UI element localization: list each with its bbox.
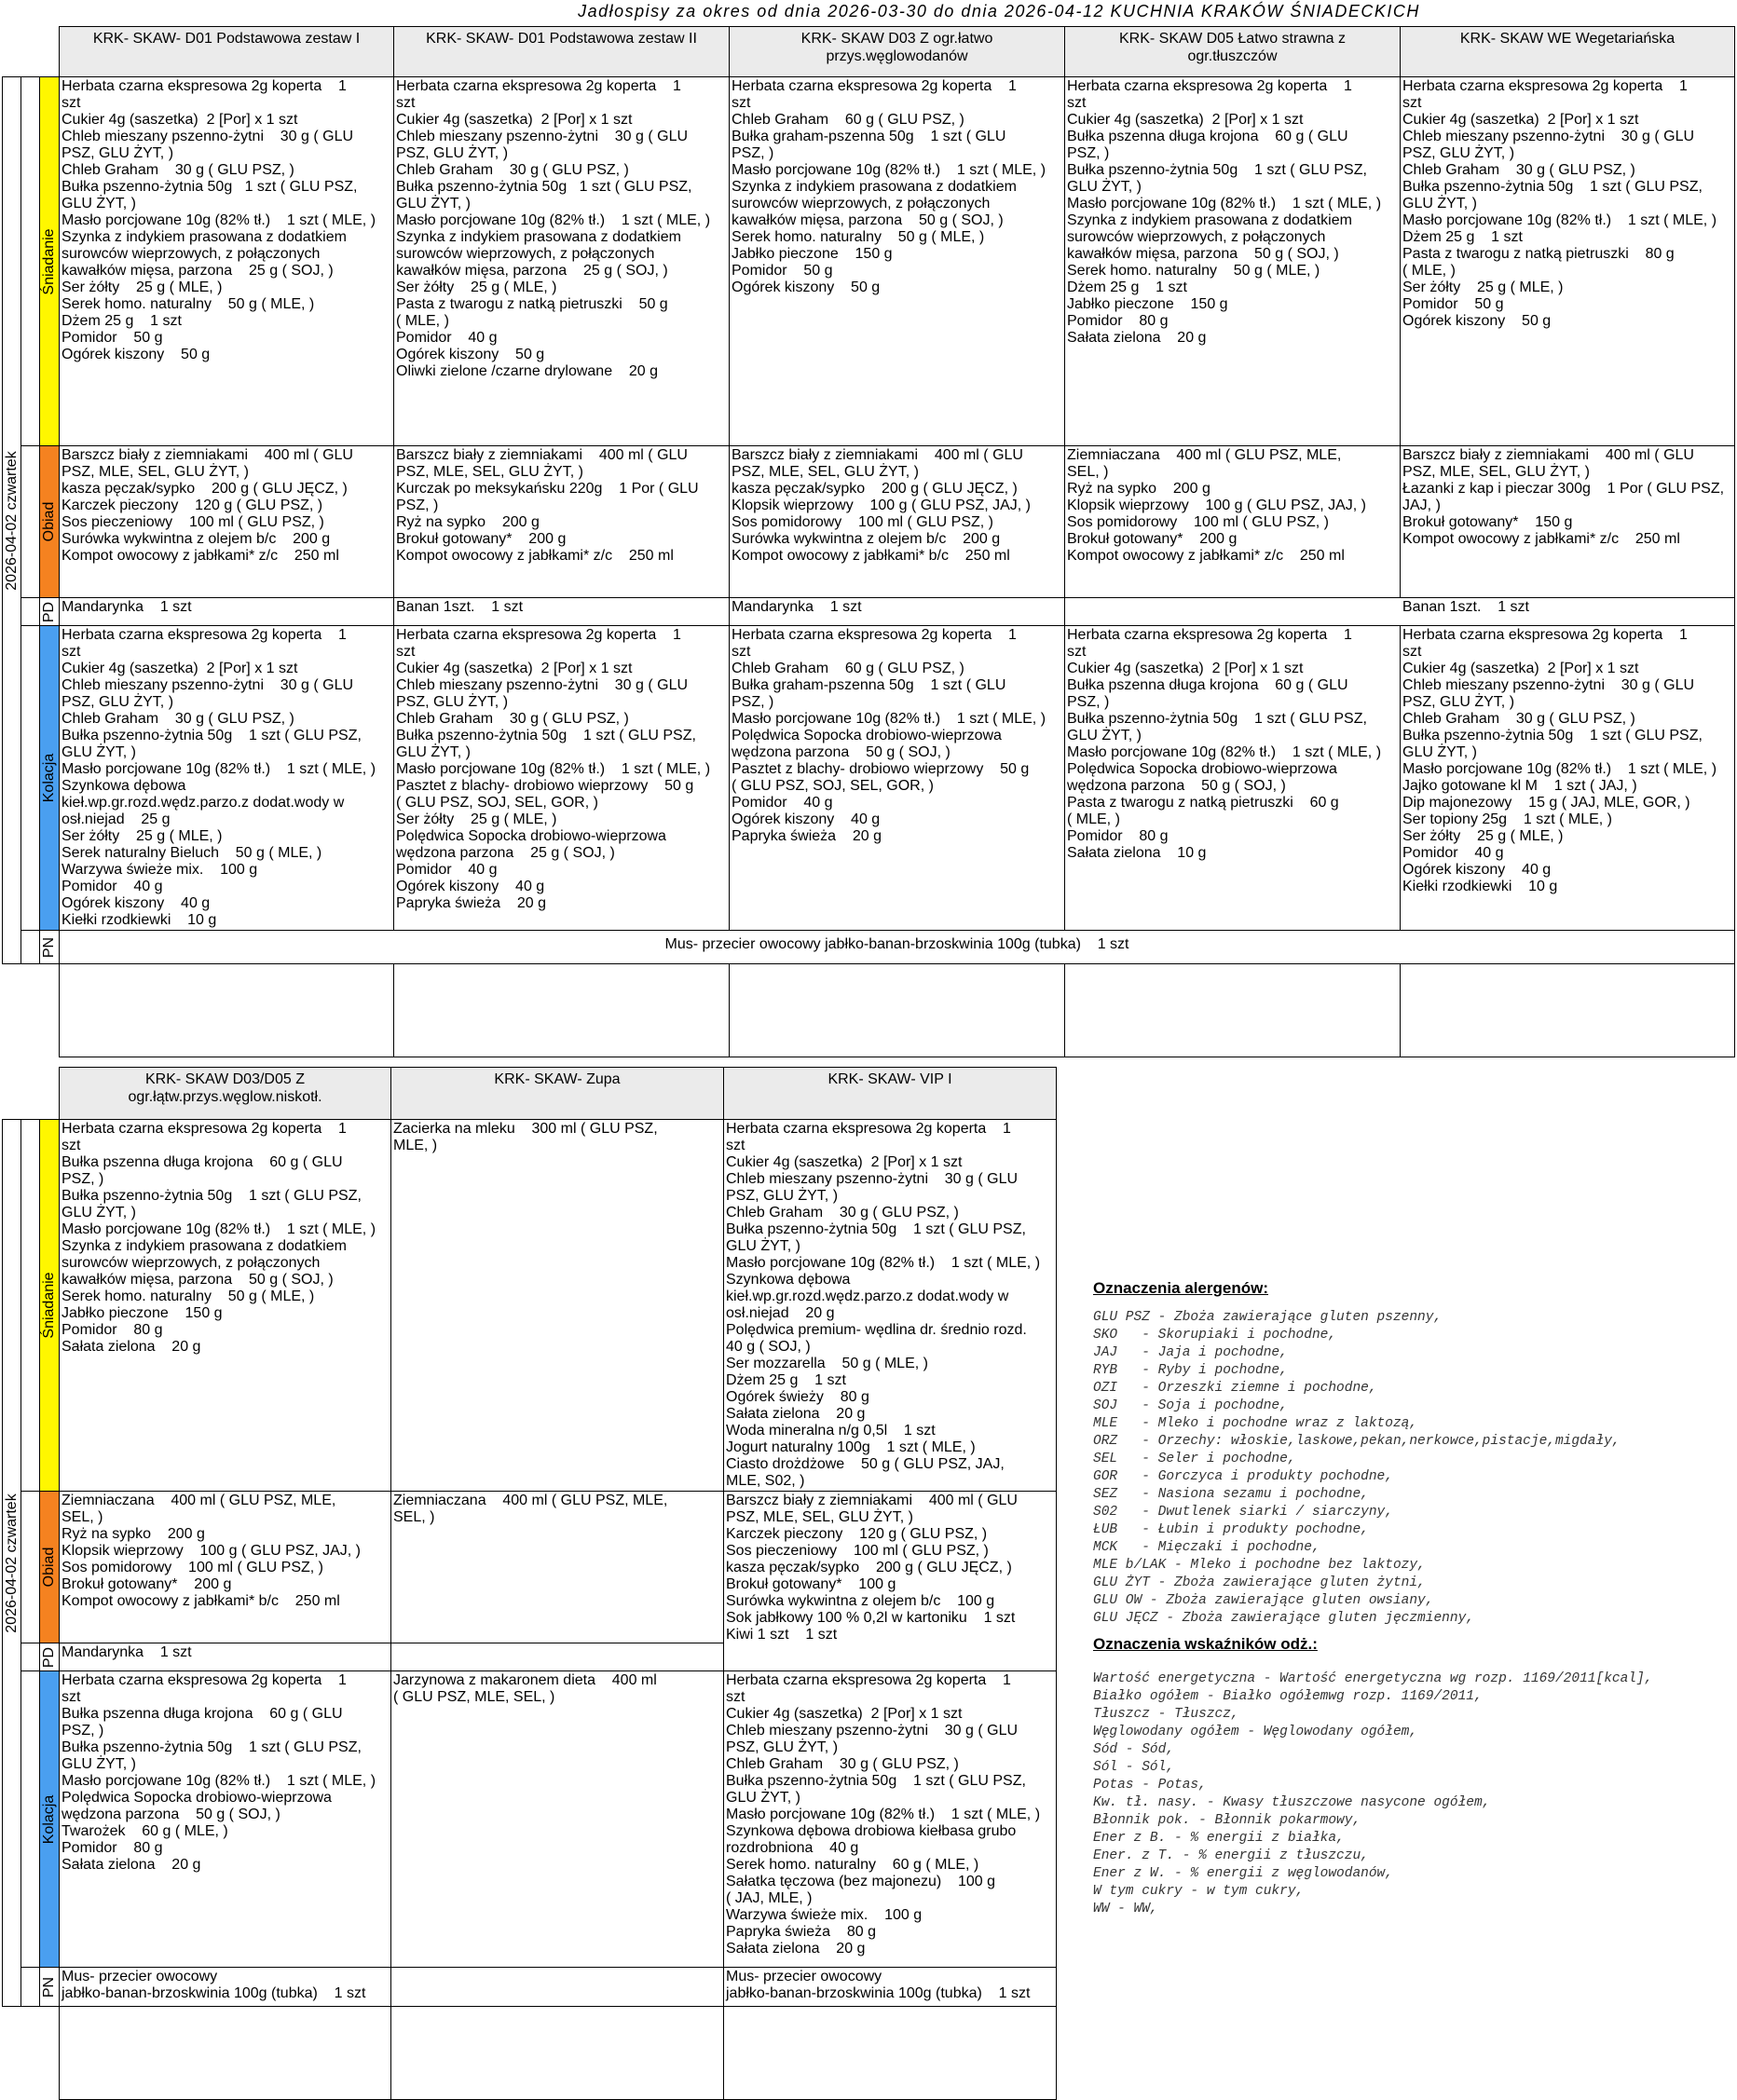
menu-table-2 [2,1067,1057,2100]
meal-label-pd: PD [40,598,60,626]
column-header: KRK- SKAW WE Wegetariańska [1401,27,1735,77]
column-header: KRK- SKAW- Zupa [391,1068,724,1120]
meal-cell: Ziemniaczana 400 ml ( GLU PSZ, MLE, SEL, ) Ryż na sypko 200 g Klopsik wieprzowy 100 g ( GLU PSZ, JAJ, ) Sos pomidorowy 100 ml ( GLU PSZ, ) Brokuł gotowany* 200 g Kompot owocowy z jabłkami* z/c 250 ml [1065,446,1401,598]
nutrition-summary [1401,964,1735,1057]
column-header: KRK- SKAW- D01 Podstawowa zestaw I [60,27,394,77]
meal-cell: Herbata czarna ekspresowa 2g koperta 1 szt Cukier 4g (saszetka) 2 [Por] x 1 szt Chleb mieszany pszenno-żytni 30 g ( GLU PSZ, GLU ŻYT, ) Chleb Graham 30 g ( GLU PSZ, ) Bułka pszenno-żytnia 50g 1 szt ( GLU PSZ, GLU ŻYT, ) Masło porcjowane 10g (82% tł.) 1 szt ( MLE, ) Szynkowa dębowa kieł.wp.gr.rozd.wędz.parzo.z dodat.wody w osł.niejad 20 g Polędwica premium- wędlina dr. średnio rozd. 40 g ( SOJ, ) Ser mozzarella 50 g ( MLE, ) Dżem 25 g 1 szt Ogórek świeży 80 g Sałata zielona 20 g Woda mineralna n/g 0,5l 1 szt Jogurt naturalny 100g 1 szt ( MLE, ) Ciasto drożdżowe 50 g ( GLU PSZ, JAJ, MLE, S02, ) [724,1120,1057,1492]
meal-cell: Herbata czarna ekspresowa 2g koperta 1 szt Cukier 4g (saszetka) 2 [Por] x 1 szt Chleb mieszany pszenno-żytni 30 g ( GLU PSZ, GLU ŻYT, ) Chleb Graham 30 g ( GLU PSZ, ) Bułka pszenno-żytnia 50g 1 szt ( GLU PSZ, GLU ŻYT, ) Masło porcjowane 10g (82% tł.) 1 szt ( MLE, ) Dżem 25 g 1 szt Pasta z twarogu z natką pietruszki 80 g ( MLE, ) Ser żółty 25 g ( MLE, ) Pomidor 50 g Ogórek kiszony 50 g [1401,77,1735,446]
column-header: KRK- SKAW- D01 Podstawowa zestaw II [394,27,730,77]
column-header: KRK- SKAW- VIP I [724,1068,1057,1120]
meal-cell: Mandarynka 1 szt [730,598,1065,626]
nutrition-summary [724,2007,1057,2100]
menu-table-1 [2,26,1735,1057]
nutrition-summary [60,964,394,1057]
meal-label-sniadanie: Śniadanie [40,1120,60,1492]
meal-cell: Herbata czarna ekspresowa 2g koperta 1 szt Cukier 4g (saszetka) 2 [Por] x 1 szt Bułka pszenna długa krojona 60 g ( GLU PSZ, ) Bułka pszenno-żytnia 50g 1 szt ( GLU PSZ, GLU ŻYT, ) Masło porcjowane 10g (82% tł.) 1 szt ( MLE, ) Polędwica Sopocka drobiowo-wieprzowa wędzona parzona 50 g ( SOJ, ) Pasta z twarogu z natką pietruszki 60 g ( MLE, ) Pomidor 80 g Sałata zielona 10 g [1065,626,1401,931]
meal-cell: Herbata czarna ekspresowa 2g koperta 1 szt Cukier 4g (saszetka) 2 [Por] x 1 szt Chleb mieszany pszenno-żytni 30 g ( GLU PSZ, GLU ŻYT, ) Chleb Graham 30 g ( GLU PSZ, ) Bułka pszenno-żytnia 50g 1 szt ( GLU PSZ, GLU ŻYT, ) Masło porcjowane 10g (82% tł.) 1 szt ( MLE, ) Szynka z indykiem prasowana z dodatkiem surowców wieprzowych, z połączonych kawałków mięsa, parzona 25 g ( SOJ, ) Ser żółty 25 g ( MLE, ) Serek homo. naturalny 50 g ( MLE, ) Dżem 25 g 1 szt Pomidor 50 g Ogórek kiszony 50 g [60,77,394,446]
meal-cell: Barszcz biały z ziemniakami 400 ml ( GLU PSZ, MLE, SEL, GLU ŻYT, ) Kurczak po meksykańsku 220g 1 Por ( GLU PSZ, ) Ryż na sypko 200 g Brokuł gotowany* 200 g Kompot owocowy z jabłkami* z/c 250 ml [394,446,730,598]
meal-label-pd: PD [40,1643,60,1671]
legend [1093,1279,1727,1918]
column-header: KRK- SKAW D03 Z ogr.łatwo przys.węglowodanów [730,27,1065,77]
meal-cell: Mus- przecier owocowy jabłko-banan-brzoskwinia 100g (tubka) 1 szt [60,1968,391,2007]
meal-cell: Herbata czarna ekspresowa 2g koperta 1 szt Cukier 4g (saszetka) 2 [Por] x 1 szt Chleb mieszany pszenno-żytni 30 g ( GLU PSZ, GLU ŻYT, ) Chleb Graham 30 g ( GLU PSZ, ) Bułka pszenno-żytnia 50g 1 szt ( GLU PSZ, GLU ŻYT, ) Masło porcjowane 10g (82% tł.) 1 szt ( MLE, ) Pasztet z blachy- drobiowo wieprzowy 50 g ( GLU PSZ, SOJ, SEL, GOR, ) Ser żółty 25 g ( MLE, ) Polędwica Sopocka drobiowo-wieprzowa wędzona parzona 25 g ( SOJ, ) Pomidor 40 g Ogórek kiszony 40 g Papryka świeża 20 g [394,626,730,931]
meal-cell [391,1968,724,2007]
meal-cell: Banan 1szt. 1 szt [1065,598,1735,626]
meal-label-pn: PN [40,931,60,964]
nutrition-summary [730,964,1065,1057]
nutrition-summary [394,964,730,1057]
meal-cell: Mandarynka 1 szt [60,1643,391,1671]
allergens-title: Oznaczenia alergenów: [1093,1279,1268,1297]
day-label: 2026-04-02 czwartek [3,1120,21,2007]
meal-cell: Herbata czarna ekspresowa 2g koperta 1 szt Cukier 4g (saszetka) 2 [Por] x 1 szt Chleb mieszany pszenno-żytni 30 g ( GLU PSZ, GLU ŻYT, ) Chleb Graham 30 g ( GLU PSZ, ) Bułka pszenno-żytnia 50g 1 szt ( GLU PSZ, GLU ŻYT, ) Masło porcjowane 10g (82% tł.) 1 szt ( MLE, ) Szynkowa dębowa kieł.wp.gr.rozd.wędz.parzo.z dodat.wody w osł.niejad 25 g Ser żółty 25 g ( MLE, ) Serek naturalny Bieluch 50 g ( MLE, ) Warzywa świeże mix. 100 g Pomidor 40 g Ogórek kiszony 40 g Kiełki rzodkiewki 10 g [60,626,394,931]
meal-cell [391,1643,724,1671]
meal-cell: Mandarynka 1 szt [60,598,394,626]
column-header: KRK- SKAW D03/D05 Z ogr.łątw.przys.węglow.niskotł. [60,1068,391,1120]
meal-cell: Herbata czarna ekspresowa 2g koperta 1 szt Cukier 4g (saszetka) 2 [Por] x 1 szt Chleb mieszany pszenno-żytni 30 g ( GLU PSZ, GLU ŻYT, ) Chleb Graham 30 g ( GLU PSZ, ) Bułka pszenno-żytnia 50g 1 szt ( GLU PSZ, GLU ŻYT, ) Masło porcjowane 10g (82% tł.) 1 szt ( MLE, ) Szynkowa dębowa drobiowa kiełbasa grubo rozdrobniona 40 g Serek homo. naturalny 60 g ( MLE, ) Sałatka tęczowa (bez majonezu) 100 g ( JAJ, MLE, ) Warzywa świeże mix. 100 g Papryka świeża 80 g Sałata zielona 20 g [724,1671,1057,1968]
meal-cell: Banan 1szt. 1 szt [394,598,730,626]
meal-label-obiad: Obiad [40,446,60,598]
meal-label-kolacja: Kolacja [40,626,60,931]
meal-cell: Herbata czarna ekspresowa 2g koperta 1 szt Cukier 4g (saszetka) 2 [Por] x 1 szt Bułka pszenna długa krojona 60 g ( GLU PSZ, ) Bułka pszenno-żytnia 50g 1 szt ( GLU PSZ, GLU ŻYT, ) Masło porcjowane 10g (82% tł.) 1 szt ( MLE, ) Szynka z indykiem prasowana z dodatkiem surowców wieprzowych, z połączonych kawałków mięsa, parzona 50 g ( SOJ, ) Serek homo. naturalny 50 g ( MLE, ) Dżem 25 g 1 szt Jabłko pieczone 150 g Pomidor 80 g Sałata zielona 20 g [1065,77,1401,446]
meal-cell: Zacierka na mleku 300 ml ( GLU PSZ, MLE, ) [391,1120,724,1492]
meal-cell: Herbata czarna ekspresowa 2g koperta 1 szt Cukier 4g (saszetka) 2 [Por] x 1 szt Chleb mieszany pszenno-żytni 30 g ( GLU PSZ, GLU ŻYT, ) Chleb Graham 30 g ( GLU PSZ, ) Bułka pszenno-żytnia 50g 1 szt ( GLU PSZ, GLU ŻYT, ) Masło porcjowane 10g (82% tł.) 1 szt ( MLE, ) Szynka z indykiem prasowana z dodatkiem surowców wieprzowych, z połączonych kawałków mięsa, parzona 25 g ( SOJ, ) Ser żółty 25 g ( MLE, ) Pasta z twarogu z natką pietruszki 50 g ( MLE, ) Pomidor 40 g Ogórek kiszony 50 g Oliwki zielone /czarne drylowane 20 g [394,77,730,446]
meal-cell: Herbata czarna ekspresowa 2g koperta 1 szt Bułka pszenna długa krojona 60 g ( GLU PSZ, ) Bułka pszenno-żytnia 50g 1 szt ( GLU PSZ, GLU ŻYT, ) Masło porcjowane 10g (82% tł.) 1 szt ( MLE, ) Szynka z indykiem prasowana z dodatkiem surowców wieprzowych, z połączonych kawałków mięsa, parzona 50 g ( SOJ, ) Serek homo. naturalny 50 g ( MLE, ) Jabłko pieczone 150 g Pomidor 80 g Sałata zielona 20 g [60,1120,391,1492]
indicators-title: Oznaczenia wskaźników odż.: [1093,1635,1318,1653]
meal-cell: Herbata czarna ekspresowa 2g koperta 1 szt Bułka pszenna długa krojona 60 g ( GLU PSZ, ) Bułka pszenno-żytnia 50g 1 szt ( GLU PSZ, GLU ŻYT, ) Masło porcjowane 10g (82% tł.) 1 szt ( MLE, ) Polędwica Sopocka drobiowo-wieprzowa wędzona parzona 50 g ( SOJ, ) Twarożek 60 g ( MLE, ) Pomidor 80 g Sałata zielona 20 g [60,1671,391,1968]
nutrition-summary [60,2007,391,2100]
meal-label-obiad: Obiad [40,1492,60,1643]
meal-cell: Ziemniaczana 400 ml ( GLU PSZ, MLE, SEL, ) Ryż na sypko 200 g Klopsik wieprzowy 100 g ( GLU PSZ, JAJ, ) Sos pomidorowy 100 ml ( GLU PSZ, ) Brokuł gotowany* 200 g Kompot owocowy z jabłkami* b/c 250 ml [60,1492,391,1643]
meal-cell: Jarzynowa z makaronem dieta 400 ml ( GLU PSZ, MLE, SEL, ) [391,1671,724,1968]
meal-cell: Mus- przecier owocowy jabłko-banan-brzoskwinia 100g (tubka) 1 szt [60,931,1735,964]
column-header: KRK- SKAW D05 Łatwo strawna z ogr.tłuszczów [1065,27,1401,77]
meal-cell: Mus- przecier owocowy jabłko-banan-brzoskwinia 100g (tubka) 1 szt [724,1968,1057,2007]
meal-cell: Barszcz biały z ziemniakami 400 ml ( GLU PSZ, MLE, SEL, GLU ŻYT, ) kasza pęczak/sypko 200 g ( GLU JĘCZ, ) Klopsik wieprzowy 100 g ( GLU PSZ, JAJ, ) Sos pomidorowy 100 ml ( GLU PSZ, ) Surówka wykwintna z olejem b/c 200 g Kompot owocowy z jabłkami* b/c 250 ml [730,446,1065,598]
meal-label-sniadanie: Śniadanie [40,77,60,446]
page-title: Jadłospisy za okres od dnia 2026-03-30 do dnia 2026-04-12 KUCHNIA KRAKÓW ŚNIADECKICH [578,2,1420,20]
meal-cell: Barszcz biały z ziemniakami 400 ml ( GLU PSZ, MLE, SEL, GLU ŻYT, ) Łazanki z kap i pieczar 300g 1 Por ( GLU PSZ, JAJ, ) Brokuł gotowany* 150 g Kompot owocowy z jabłkami* z/c 250 ml [1401,446,1735,598]
indicators-list: Wartość energetyczna - Wartość energetyczna wg rozp. 1169/2011[kcal], Białko ogółem - Białko ogółemwg rozp. 1169/2011, Tłuszcz - Tłuszcz, Węglowodany ogółem - Węglowodany ogółem, Sód - Sód, Sól - Sól, Potas - Potas, Kw. tł. nasy. - Kwasy tłuszczowe nasycone ogółem, Błonnik pok. - Błonnik pokarmowy, Ener z B. - % energii z białka, Ener. z T. - % energii z tłuszczu, Ener z W. - % energii z węglowodanów, W tym cukry - w tym cukry, WW - WW, [1093,1671,1653,1916]
meal-label-kolacja: Kolacja [40,1671,60,1968]
meal-cell: Barszcz biały z ziemniakami 400 ml ( GLU PSZ, MLE, SEL, GLU ŻYT, ) Karczek pieczony 120 g ( GLU PSZ, ) Sos pieczeniowy 100 ml ( GLU PSZ, ) kasza pęczak/sypko 200 g ( GLU JĘCZ, ) Brokuł gotowany* 100 g Surówka wykwintna z olejem b/c 100 g Sok jabłkowy 100 % 0,2l w kartoniku 1 szt Kiwi 1 szt 1 szt [724,1492,1057,1671]
meal-cell: Herbata czarna ekspresowa 2g koperta 1 szt Cukier 4g (saszetka) 2 [Por] x 1 szt Chleb mieszany pszenno-żytni 30 g ( GLU PSZ, GLU ŻYT, ) Chleb Graham 30 g ( GLU PSZ, ) Bułka pszenno-żytnia 50g 1 szt ( GLU PSZ, GLU ŻYT, ) Masło porcjowane 10g (82% tł.) 1 szt ( MLE, ) Jajko gotowane kl M 1 szt ( JAJ, ) Dip majonezowy 15 g ( JAJ, MLE, GOR, ) Ser topiony 25g 1 szt ( MLE, ) Ser żółty 25 g ( MLE, ) Pomidor 40 g Ogórek kiszony 40 g Kiełki rzodkiewki 10 g [1401,626,1735,931]
day-label: 2026-04-02 czwartek [3,77,21,964]
allergens-list: GLU PSZ - Zboża zawierające gluten pszenny, SKO - Skorupiaki i pochodne, JAJ - Jaja i pochodne, RYB - Ryby i pochodne, OZI - Orzeszki ziemne i pochodne, SOJ - Soja i pochodne, MLE - Mleko i pochodne wraz z laktozą, ORZ - Orzechy: włoskie,laskowe,pekan,nerkowce,pistacje,migdały, SEL - Seler i pochodne, GOR - Gorczyca i produkty pochodne, SEZ - Nasiona sezamu i pochodne, S02 - Dwutlenek siarki / siarczyny, ŁUB - Łubin i produkty pochodne, MCK - Mięczaki i pochodne, MLE b/LAK - Mleko i pochodne bez laktozy, GLU ŻYT - Zboża zawierające gluten żytni, GLU OW - Zboża zawierające gluten owsiany, GLU JĘCZ - Zboża zawierające gluten jęczmienny, [1093,1310,1621,1626]
meal-cell: Barszcz biały z ziemniakami 400 ml ( GLU PSZ, MLE, SEL, GLU ŻYT, ) kasza pęczak/sypko 200 g ( GLU JĘCZ, ) Karczek pieczony 120 g ( GLU PSZ, ) Sos pieczeniowy 100 ml ( GLU PSZ, ) Surówka wykwintna z olejem b/c 200 g Kompot owocowy z jabłkami* z/c 250 ml [60,446,394,598]
meal-cell: Herbata czarna ekspresowa 2g koperta 1 szt Chleb Graham 60 g ( GLU PSZ, ) Bułka graham-pszenna 50g 1 szt ( GLU PSZ, ) Masło porcjowane 10g (82% tł.) 1 szt ( MLE, ) Szynka z indykiem prasowana z dodatkiem surowców wieprzowych, z połączonych kawałków mięsa, parzona 50 g ( SOJ, ) Serek homo. naturalny 50 g ( MLE, ) Jabłko pieczone 150 g Pomidor 50 g Ogórek kiszony 50 g [730,77,1065,446]
meal-cell: Ziemniaczana 400 ml ( GLU PSZ, MLE, SEL, ) [391,1492,724,1643]
meal-label-pn: PN [40,1968,60,2007]
nutrition-summary [391,2007,724,2100]
nutrition-summary [1065,964,1401,1057]
meal-cell: Herbata czarna ekspresowa 2g koperta 1 szt Chleb Graham 60 g ( GLU PSZ, ) Bułka graham-pszenna 50g 1 szt ( GLU PSZ, ) Masło porcjowane 10g (82% tł.) 1 szt ( MLE, ) Polędwica Sopocka drobiowo-wieprzowa wędzona parzona 50 g ( SOJ, ) Pasztet z blachy- drobiowo wieprzowy 50 g ( GLU PSZ, SOJ, SEL, GOR, ) Pomidor 40 g Ogórek kiszony 40 g Papryka świeża 20 g [730,626,1065,931]
